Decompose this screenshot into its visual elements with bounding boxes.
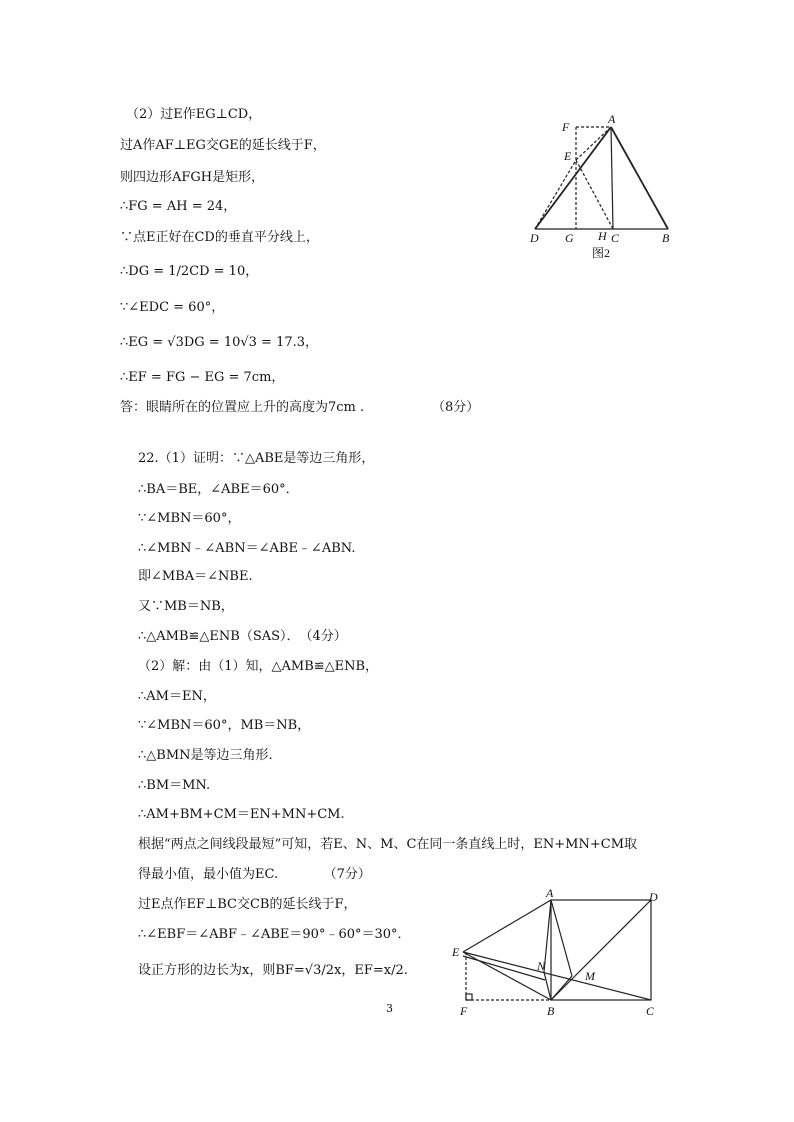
label-B: B [662,231,670,245]
text-line: ∴EF = FG − EG = 7cm， [120,370,285,385]
label-N: N [537,959,546,973]
problem-22-line: 过E点作EF⊥BC交CB的延长线于F， [138,897,357,912]
problem-22-line: ∵∠MBN＝60°，MB＝NB， [138,718,311,733]
problem-22-line: ∴AM+BM+CM＝EN+MN+CM. [138,807,345,822]
problem-22-line: ∴∠MBN﹣∠ABN＝∠ABE﹣∠ABN. [138,541,356,556]
text-line: ∴FG = AH = 24， [120,199,237,214]
label-B: B [547,1004,555,1018]
figure-3 [450,888,670,1023]
label-H: H [598,229,607,243]
text-line: ∵点E正好在CD的垂直平分线上， [120,230,319,245]
text-line: ∴EG = √3DG = 10√3 = 17.3， [120,335,319,350]
problem-22-line: ∴AM＝EN， [138,689,216,704]
figure-caption: 图2 [592,246,611,260]
label-A: A [546,888,554,900]
score-label: （8分） [432,400,480,415]
label-F: F [562,120,570,134]
problem-22-line: 得最小值，最小值为EC. （7分） [138,867,371,882]
label-D: D [530,231,539,245]
label-G: G [565,231,574,245]
text-line: ∴DG = 1/2CD = 10， [120,264,259,279]
problem-22-line: ∵∠MBN＝60°， [138,511,241,526]
problem-22-line: ∴△BMN是等边三角形. [138,748,273,763]
label-A: A [608,112,616,126]
problem-22-line: ∴BM＝MN. [138,778,211,793]
text-line: 则四边形AFGH是矩形， [120,170,265,185]
text-line: （2）过E作EG⊥CD， [126,107,262,122]
problem-22-line: 22.（1）证明：∵△ABE是等边三角形， [138,451,375,466]
problem-22-line: 根据“两点之间线段最短”可知，若E、N、M、C在同一条直线上时，EN+MN+CM取 [138,837,638,852]
label-D: D [649,890,658,904]
label-C: C [646,1004,655,1018]
problem-22-line: ∴BA＝BE，∠ABE＝60°． [138,482,299,497]
problem-22-line: （2）解：由（1）知，△AMB≌△ENB， [138,659,379,674]
label-E: E [452,945,460,959]
label-M: M [585,969,595,983]
text-line: ∵∠EDC = 60°， [120,300,225,315]
page-number: 3 [386,1002,393,1015]
label-E: E [564,149,572,163]
problem-22-line: ∴∠EBF＝∠ABF﹣∠ABE＝90°﹣60°＝30°． [138,927,411,942]
text-line: 过A作AF⊥EG交GE的延长线于F， [120,138,326,153]
problem-22-line: 设正方形的边长为x，则BF=√3/2x，EF=x/2. [138,963,408,978]
label-C: C [611,231,620,245]
problem-22-line: ∴△AMB≌△ENB（SAS）． （4分） [138,629,347,644]
figure-2 [520,110,690,265]
problem-22-line: 又∵MB＝NB， [138,599,234,614]
label-F: F [460,1004,468,1018]
problem-22-line: 即∠MBA＝∠NBE. [138,569,253,584]
answer-line: 答：眼睛所在的位置应上升的高度为7cm . [120,400,365,415]
